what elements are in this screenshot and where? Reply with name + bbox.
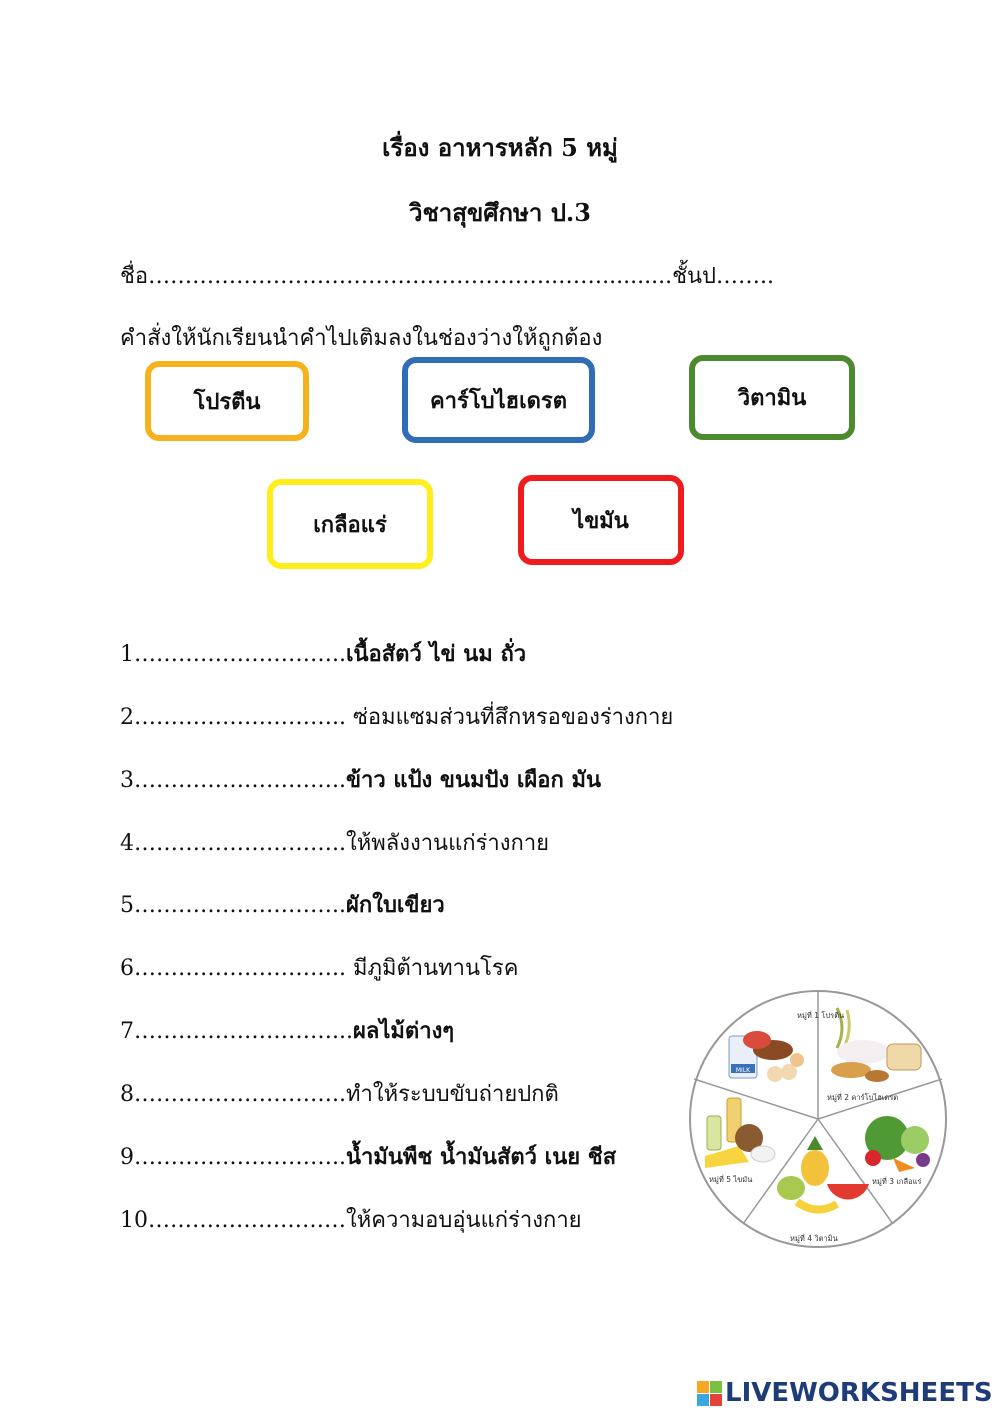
liveworksheets-logo[interactable] bbox=[697, 1378, 993, 1408]
group-4-label: หมู่ที่ 4 วิตามิน bbox=[790, 1234, 838, 1243]
worksheet-subject: วิชาสุขศึกษา ป.3 bbox=[408, 198, 591, 227]
word-box-vitamin[interactable] bbox=[689, 355, 855, 440]
word-box-carbohydrate[interactable] bbox=[402, 357, 595, 443]
worksheet-title: เรื่อง อาหารหลัก 5 หมู่ bbox=[382, 133, 618, 162]
question-text: ผักใบเขียว bbox=[345, 892, 445, 918]
question-9 bbox=[120, 1139, 616, 1174]
food-groups-wheel bbox=[687, 988, 949, 1250]
name-line: ชื่อ………………………………………………..……..........ชั้นป…….. bbox=[120, 264, 774, 289]
logo-text: LIVEWORKSHEETS bbox=[725, 1378, 993, 1408]
question-text: ข้าว แป้ง ขนมปัง เผือก มัน bbox=[345, 767, 602, 793]
question-text: เนื้อสัตว์ ไข่ นม ถั่ว bbox=[345, 641, 527, 667]
blank-9[interactable]: 9……………………….. bbox=[120, 1145, 346, 1170]
question-text: มีภูมิต้านทานโรค bbox=[352, 956, 519, 981]
question-10 bbox=[120, 1202, 582, 1237]
word-label: ไขมัน bbox=[573, 507, 629, 534]
blank-10[interactable]: 10……………………… bbox=[120, 1208, 346, 1233]
question-3 bbox=[120, 762, 601, 797]
word-label: โปรตีน bbox=[193, 388, 261, 415]
word-label: เกลือแร่ bbox=[313, 511, 387, 538]
question-text: ทำให้ระบบขับถ่ายปกติ bbox=[345, 1082, 559, 1107]
group-5-label: หมู่ที่ 5 ไขมัน bbox=[709, 1175, 753, 1184]
word-box-fat[interactable] bbox=[518, 475, 684, 565]
blank-7[interactable]: 7………………………... bbox=[120, 1019, 353, 1044]
blank-1[interactable]: 1……………………….. bbox=[120, 642, 346, 667]
svg-text:MILK: MILK bbox=[735, 1067, 751, 1074]
question-text: ซ่อมแซมส่วนที่สึกหรอของร่างกาย bbox=[352, 705, 674, 730]
question-2 bbox=[120, 699, 673, 734]
question-7 bbox=[120, 1013, 454, 1048]
word-box-protein[interactable] bbox=[145, 361, 309, 441]
instruction: คำสั่งให้นักเรียนนำคำไปเติมลงในช่องว่างให้ถูกต้อง bbox=[120, 326, 603, 351]
group-3-label: หมู่ที่ 3 เกลือแร่ bbox=[872, 1177, 922, 1186]
question-1 bbox=[120, 636, 526, 671]
question-8 bbox=[120, 1076, 559, 1111]
question-text: ให้พลังงานแก่ร่างกาย bbox=[345, 831, 550, 856]
blank-3[interactable]: 3……………………….. bbox=[120, 768, 346, 793]
word-box-mineral[interactable] bbox=[267, 479, 433, 569]
blank-5[interactable]: 5……………………….. bbox=[120, 893, 346, 918]
word-label: วิตามิน bbox=[737, 385, 807, 411]
blank-6[interactable]: 6……………………….. bbox=[120, 956, 353, 981]
question-text: ผลไม้ต่างๆ bbox=[352, 1018, 455, 1044]
blank-4[interactable]: 4……………………….. bbox=[120, 831, 346, 856]
question-6 bbox=[120, 950, 518, 985]
question-text: ให้ความอบอุ่นแก่ร่างกาย bbox=[346, 1208, 582, 1233]
question-text: น้ำมันพืช น้ำมันสัตว์ เนย ชีส bbox=[345, 1144, 617, 1170]
question-5 bbox=[120, 887, 445, 922]
blank-2[interactable]: 2……………………….. bbox=[120, 705, 353, 730]
group-1-label: หมู่ที่ 1 โปรตีน bbox=[797, 1011, 845, 1020]
word-label: คาร์โบไฮเดรต bbox=[429, 387, 568, 414]
question-4 bbox=[120, 825, 549, 860]
group-2-label: หมู่ที่ 2 คาร์โบไฮเดรต bbox=[827, 1093, 899, 1102]
blank-8[interactable]: 8……………………….. bbox=[120, 1082, 346, 1107]
logo-mark-icon bbox=[697, 1381, 722, 1406]
